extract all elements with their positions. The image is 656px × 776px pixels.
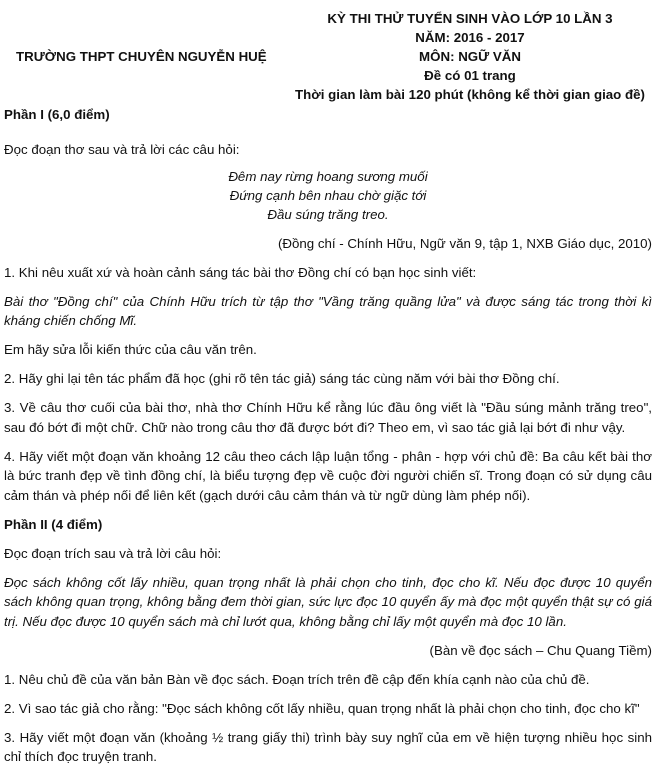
part2-intro: Đọc đoạn trích sau và trả lời câu hỏi: (4, 545, 222, 561)
exam-content (4, 105, 652, 776)
excerpt-citation: (Bàn về đọc sách – Chu Quang Tiềm) (429, 642, 652, 658)
school-name: TRƯỜNG THPT CHUYÊN NGUYỄN HUỆ (16, 49, 267, 64)
poem (4, 167, 652, 225)
part2-question-1: 1. Nêu chủ đề của văn bản Bàn về đọc sách. Đoạn trích trên đề cập đến khía cạnh nào của chủ đề. (4, 671, 590, 687)
part1-question-4: 4. Hãy viết một đoạn văn khoảng 12 câu theo cách lập luận tổng - phân - hợp với chủ đề: Ba câu kết bài thơ là bức tranh đẹp về tình đồng chí, là biểu tượng đẹp về cuộc đời người chiến sĩ. Trong đoạn có sử dụng câu cảm thán và phép nối để liên kết (gạch dưới câu cảm thán và từ ngữ dùng làm phép nối). (4, 448, 652, 503)
poem-line: Đêm nay rừng hoang sương muối (228, 168, 428, 184)
part1-question-2: 2. Hãy ghi lại tên tác phẩm đã học (ghi rõ tên tác giả) sáng tác cùng năm với bài thơ Đồng chí. (4, 371, 560, 386)
part2-excerpt: Đọc sách không cốt lấy nhiều, quan trọng nhất là phải chọn cho tinh, đọc cho kĩ. Nếu đọc được 10 quyển sách không quan trọng, không bằng đem thời gian, sức lực đọc 10 quyển ấy mà đọc một quyển thật sự có giá trị. Nếu đọc được 10 quyển sách mà chỉ lướt qua, không bằng chỉ lấy một quyển mà đọc 10 lần. (4, 574, 652, 629)
part1-question-3: 3. Về câu thơ cuối của bài thơ, nhà thơ Chính Hữu kể rằng lúc đầu ông viết là "Đầu súng mảnh trăng treo", sau đó bớt đi một chữ. Chữ nào trong câu thơ đã được bớt đi? Theo em, vì sao tác giả lại bớt đi như vậy. (4, 400, 652, 435)
exam-subject: MÔN: NGỮ VĂN (419, 49, 521, 64)
part1-question-1: 1. Khi nêu xuất xứ và hoàn cảnh sáng tác bài thơ Đồng chí có bạn học sinh viết: (4, 264, 477, 280)
part2-heading: Phần II (4 điểm) (4, 516, 103, 532)
poem-citation: (Đồng chí - Chính Hữu, Ngữ văn 9, tập 1, NXB Giáo dục, 2010) (277, 235, 652, 251)
exam-year: NĂM: 2016 - 2017 (415, 30, 525, 45)
exam-title: KỲ THI THỬ TUYỂN SINH VÀO LỚP 10 LẦN 3 (327, 11, 613, 26)
exam-header (290, 9, 650, 104)
exam-duration: Thời gian làm bài 120 phút (không kể thời gian giao đề) (295, 87, 645, 102)
exam-pages: Đề có 01 trang (424, 68, 516, 83)
part1-intro: Đọc đoạn thơ sau và trả lời các câu hỏi: (4, 141, 240, 157)
poem-line: Đứng cạnh bên nhau chờ giặc tới (229, 188, 427, 203)
poem-line: Đầu súng trăng treo. (267, 207, 389, 222)
part2-question-3: 3. Hãy viết một đoạn văn (khoảng ½ trang giấy thi) trình bày suy nghĩ của em về hiện tượng nhiều học sinh chỉ thích đọc truyện tranh. (4, 729, 652, 764)
part1-heading: Phần I (6,0 điểm) (4, 107, 110, 122)
part1-question-1-quote: Bài thơ "Đồng chí" của Chính Hữu trích từ tập thơ "Vầng trăng quầng lửa" và được sáng tác trong thời kì kháng chiến chống Mĩ. (4, 293, 652, 328)
part1-question-1-task: Em hãy sửa lỗi kiến thức của câu văn trên. (4, 342, 257, 357)
part2-question-2: 2. Vì sao tác giả cho rằng: "Đọc sách không cốt lấy nhiều, quan trọng nhất là phải chọn cho tinh, đọc cho kĩ" (4, 700, 640, 716)
